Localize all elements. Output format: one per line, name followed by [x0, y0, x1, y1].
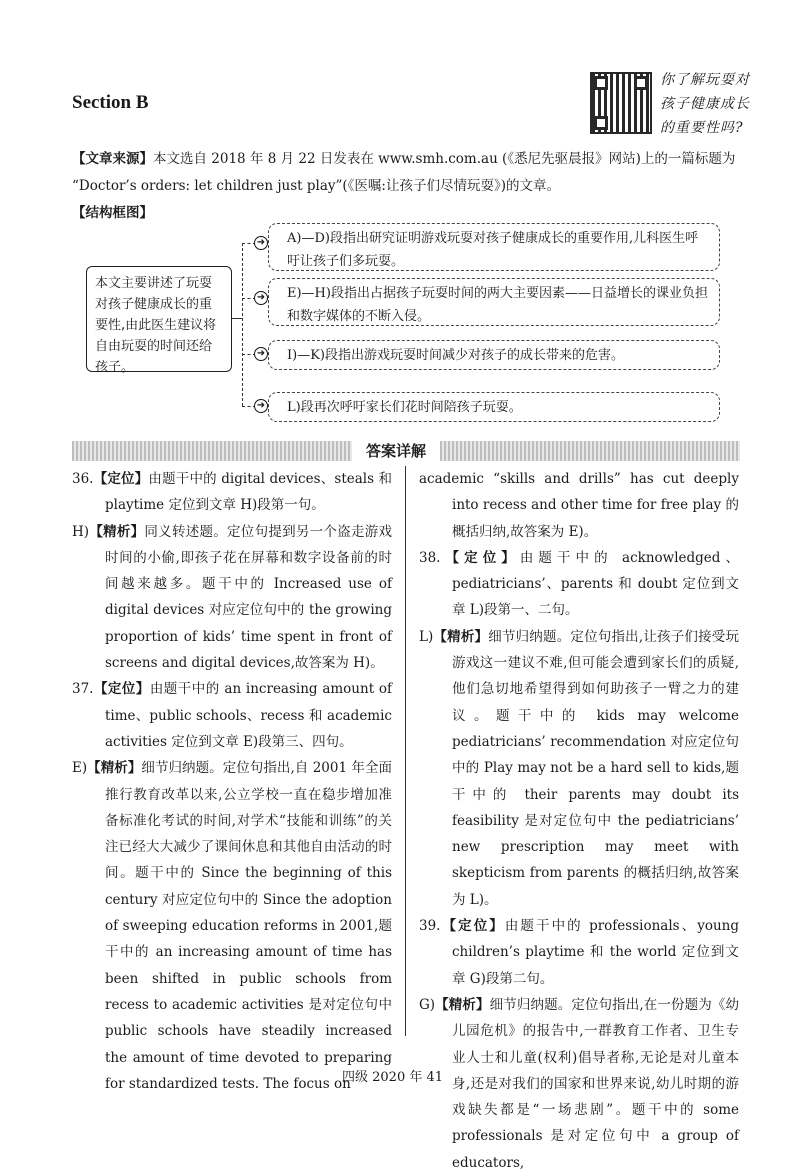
item-tag: 【精析】	[435, 996, 490, 1013]
item-tag: 【定位】	[440, 549, 520, 566]
item-tag: 【定位】	[93, 681, 150, 698]
arrow-icon: ➜	[254, 399, 268, 413]
item-number: 37.	[72, 681, 94, 698]
item-tag: 【精析】	[87, 760, 142, 777]
branch-box-1: A)—D)段指出研究证明游戏玩耍对孩子健康成长的重要作用,儿科医生呼吁让孩子们多玩耍。	[268, 223, 720, 271]
branch-box-4: L)段再次呼吁家长们花时间陪孩子玩耍。	[268, 392, 720, 422]
qr-code[interactable]	[590, 72, 652, 134]
arrow-icon: ➜	[254, 347, 268, 361]
source-paragraph	[72, 146, 740, 200]
item-text: 同义转述题。定位句提到另一个盗走游戏时间的小偷,即孩子花在屏幕和数字设备前的时间越来越多。题干中的 Increased use of digital devices 对应定位句中的 the growing proportion of kids’ time spent in front of screens and digital devices,故答案为 H)。	[105, 523, 393, 672]
answer-item	[72, 466, 392, 519]
item-number: 39.	[419, 918, 441, 935]
source-line-2: “Doctor’s orders: let children just play”(《医嘱:让孩子们尽情玩耍》)的文章。	[72, 178, 560, 194]
connector-trunk	[242, 243, 243, 406]
item-text: 由题干中的 digital devices、steals 和 playtime 定位到文章 H)段第一句。	[105, 471, 393, 514]
item-letter: H)	[72, 523, 90, 540]
answer-item	[72, 519, 392, 677]
structure-label: 【结构框图】	[72, 205, 153, 221]
item-text: 由题干中的 an increasing amount of time、public schools、recess 和 academic activities 定位到文章 E)段第三、四句。	[105, 681, 392, 750]
answer-item	[419, 624, 739, 913]
arrow-icon: ➜	[254, 236, 268, 250]
item-text: 细节归纳题。定位句指出,在一份题为《幼儿园危机》的报告中,一群教育工作者、卫生专业人士和儿童(权利)倡导者称,无论是对儿童本身,还是对我们的国家和世界来说,幼儿时期的游戏缺失都是“一场悲剧”。题干中的 some professionals 是对定位句中 a group of educators,	[452, 996, 739, 1171]
answer-item	[72, 676, 392, 755]
item-number: 36.	[72, 471, 94, 487]
answers-right-column	[419, 466, 739, 1176]
item-tag: 【定位】	[93, 471, 149, 487]
answers-left-column	[72, 466, 392, 1097]
answer-item	[419, 913, 739, 992]
item-text: 由题干中的 professionals、young children’s playtime 和 the world 定位到文章 G)段第二句。	[452, 918, 740, 987]
section-title: Section B	[72, 92, 149, 113]
item-letter: E)	[72, 760, 88, 777]
qr-caption: 你了解玩耍对孩子健康成长的重要性吗?	[660, 72, 750, 136]
source-label: 【文章来源】	[72, 151, 153, 167]
connector-main	[232, 318, 242, 319]
arrow-icon: ➜	[254, 291, 268, 305]
column-divider	[405, 466, 406, 1036]
item-text: 细节归纳题。定位句指出,自 2001 年全面推行教育改革以来,公立学校一直在稳步增加准备标准化考试的时间,对学术“技能和训练”的关注已经大大减少了课间休息和其他自由活动的时间。题干中的 Since the beginning of this century 对应定位句中的 Since the adoption of sweeping education reforms in 2001,题干中的 an increasing amount of time has been shifted in public schools from recess to academic activities 是对定位句中 public schools have steadily increased the amount of time devoted to preparing for standardized tests. The focus on	[105, 760, 393, 1092]
item-text: 由题干中的 acknowledged、pediatricians’、parents 和 doubt 定位到文章 L)段第一、二句。	[452, 549, 740, 619]
item-tag: 【精析】	[433, 628, 489, 645]
item-text: academic “skills and drills” has cut deeply into recess and other time for free play 的概括归纳,故答案为 E)。	[419, 471, 739, 540]
item-tag: 【精析】	[89, 523, 145, 540]
answer-item	[419, 545, 739, 624]
item-letter: G)	[419, 996, 436, 1013]
answer-item	[419, 992, 739, 1176]
answer-item	[419, 466, 739, 545]
branch-box-2: E)—H)段指出占据孩子玩耍时间的两大主要因素——日益增长的课业负担和数字媒体的不断入侵。	[268, 278, 720, 326]
source-line-1: 本文选自 2018 年 8 月 22 日发表在 www.smh.com.au (《悉尼先驱晨报》网站)上的一篇标题为	[153, 151, 736, 167]
item-text: 细节归纳题。定位句指出,让孩子们接受玩游戏这一建议不难,但可能会遭到家长们的质疑,他们急切地希望得到如何助孩子一臂之力的建议。题干中的 kids may welcome pediatricians’ recommendation 对应定位句中的 Play may not be a hard sell to kids,题干中的 their parents may doubt its feasibility 是对定位句中 the pediatricians’ new prescription may meet with skepticism from parents 的概括归纳,故答案为 L)。	[452, 628, 740, 908]
summary-box: 本文主要讲述了玩耍对孩子健康成长的重要性,由此医生建议将自由玩耍的时间还给孩子。	[86, 266, 232, 372]
item-letter: L)	[419, 628, 434, 645]
branch-box-3: I)—K)段指出游戏玩耍时间减少对孩子的成长带来的危害。	[268, 340, 720, 370]
item-tag: 【定位】	[440, 918, 505, 935]
answer-item	[72, 755, 392, 1097]
item-number: 38.	[419, 549, 441, 566]
page-footer: 四级 2020 年 41	[342, 1070, 444, 1085]
answer-title: 答案详解	[352, 440, 440, 462]
